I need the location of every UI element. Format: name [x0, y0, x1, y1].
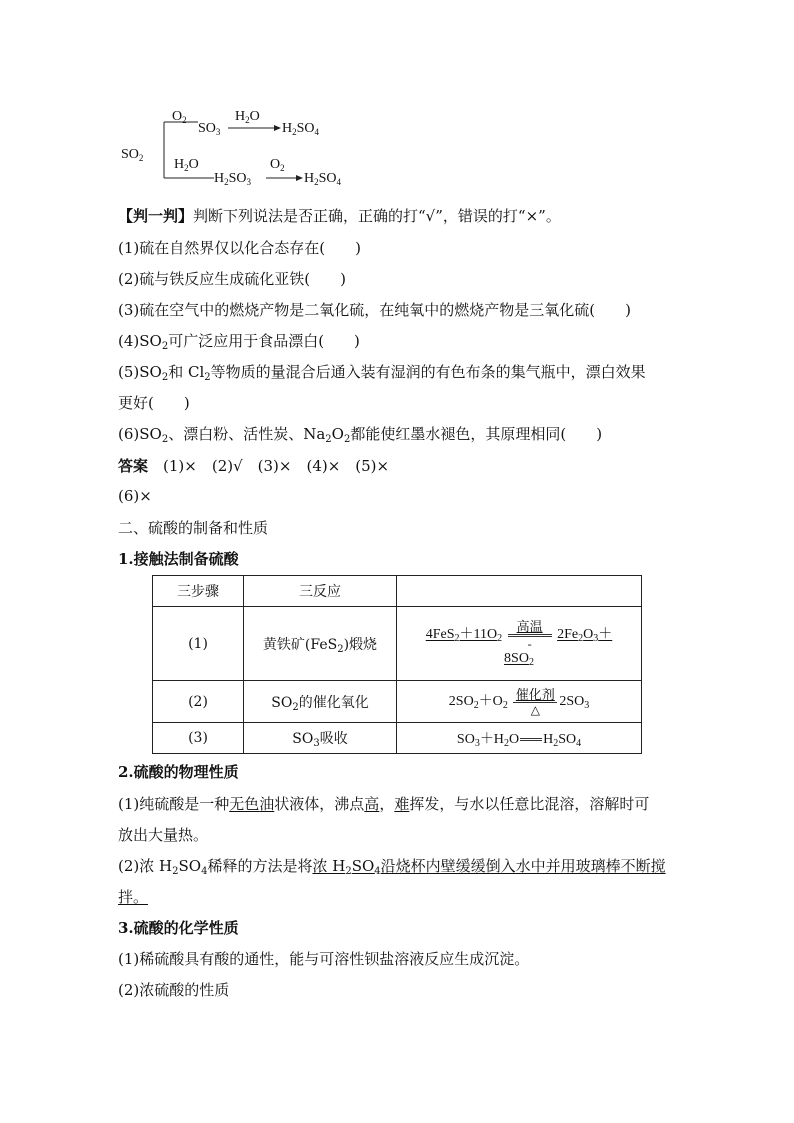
so2-reaction-scheme [118, 108, 378, 192]
row2-condition: 催化剂 △ [513, 688, 557, 716]
section2-sub1: 1.接触法制备硫酸 [118, 550, 239, 568]
lower-h2o: $H_2O$ [174, 157, 199, 173]
answer-line-1 [118, 456, 389, 476]
row1-condition: 高温 - [508, 620, 552, 650]
answer-line-2: (6)× [118, 487, 152, 505]
upper-so3: $SO_3$ [198, 121, 221, 137]
chem-c1: (1)稀硫酸具有酸的通性，能与可溶性钡盐溶液反应生成沉淀。 [118, 950, 530, 968]
row2-step: (2) [153, 681, 244, 723]
judge-item-6: $(6)SO_2$、漂白粉、活性炭、$Na_2O_2$都能使红墨水褪色，其原理相同( ) [118, 425, 603, 445]
row1-step: (1) [153, 607, 244, 681]
row3-equation: $SO_3+H_2O$ $H_2SO_4$ [397, 723, 642, 754]
lower-h2so3: $H_2SO_3$ [214, 171, 252, 187]
section2-sub3: 3.硫酸的化学性质 [118, 919, 239, 937]
header-steps: 三步骤 [153, 576, 244, 607]
judge-item-2: (2)硫与铁反应生成硫化亚铁( ) [118, 270, 346, 288]
row2-reaction: $SO_2$的催化氧化 [244, 681, 397, 723]
table-row [153, 681, 642, 723]
row3-step: (3) [153, 723, 244, 754]
answer-values: (1)× (2)√ (3)× (4)× (5)× [163, 457, 390, 475]
header-reactions: 三反应 [244, 576, 397, 607]
lower-o2: $O_2$ [270, 157, 285, 173]
section2-title: 二、硫酸的制备和性质 [118, 519, 269, 537]
judge-tag: 【判一判】 [118, 207, 194, 225]
judge-item-5-cont: 更好( ) [118, 394, 190, 412]
judge-heading [118, 206, 561, 226]
phys-p1-line2: 放出大量热。 [118, 826, 209, 844]
row2-equation: $2SO_2+O_2$ 催化剂 △ $2SO_3$ [397, 681, 642, 723]
judge-instruction: 判断下列说法是否正确，正确的打“√”，错误的打“×”。 [193, 207, 561, 225]
judge-item-1: (1)硫在自然界仅以化合态存在( ) [118, 239, 361, 257]
section2-sub2: 2.硫酸的物理性质 [118, 763, 239, 781]
judge-item-3: (3)硫在空气中的燃烧产物是二氧化硫，在纯氧中的燃烧产物是三氧化硫( ) [118, 301, 631, 319]
phys-p1-line1: (1)纯硫酸是一种无色油状液体，沸点高，难挥发，与水以任意比混溶，溶解时可 [118, 795, 650, 813]
table-row [153, 607, 642, 681]
row3-reaction: $SO_3$吸收 [244, 723, 397, 754]
row1-equation: $4FeS_2+11O_2$ 高温 - $2Fe_2O_3+$ $8SO_2$ [397, 607, 642, 681]
upper-o2: $O_2$ [172, 109, 187, 125]
judge-item-5: $(5)SO_2$和 $Cl_2$等物质的量混合后通入装有湿润的有色布条的集气瓶中，漂白效果 [118, 363, 646, 383]
answer-label: 答案 [118, 457, 149, 475]
contact-process-table [152, 575, 642, 754]
phys-p2-line1: (2)浓 $H_2SO_4$稀释的方法是将浓 $H_2SO_4$沿烧杯内壁缓缓倒入水中并用玻璃棒不断搅 [118, 857, 666, 877]
phys-p2-line2: 拌。 [118, 888, 149, 906]
lower-h2so4: $H_2SO_4$ [304, 171, 342, 187]
header-equation [397, 576, 642, 607]
upper-h2so4: $H_2SO_4$ [282, 121, 320, 137]
judge-item-4: $(4)SO_2$可广泛应用于食品漂白( ) [118, 332, 360, 352]
so2-start: $SO_2$ [121, 147, 144, 163]
table-row [153, 723, 642, 754]
row1-reaction: 黄铁矿(FeS$_2$)煅烧 [244, 607, 397, 681]
upper-h2o: $H_2O$ [235, 109, 260, 125]
table-header-row [153, 576, 642, 607]
chem-c2: (2)浓硫酸的性质 [118, 981, 230, 999]
